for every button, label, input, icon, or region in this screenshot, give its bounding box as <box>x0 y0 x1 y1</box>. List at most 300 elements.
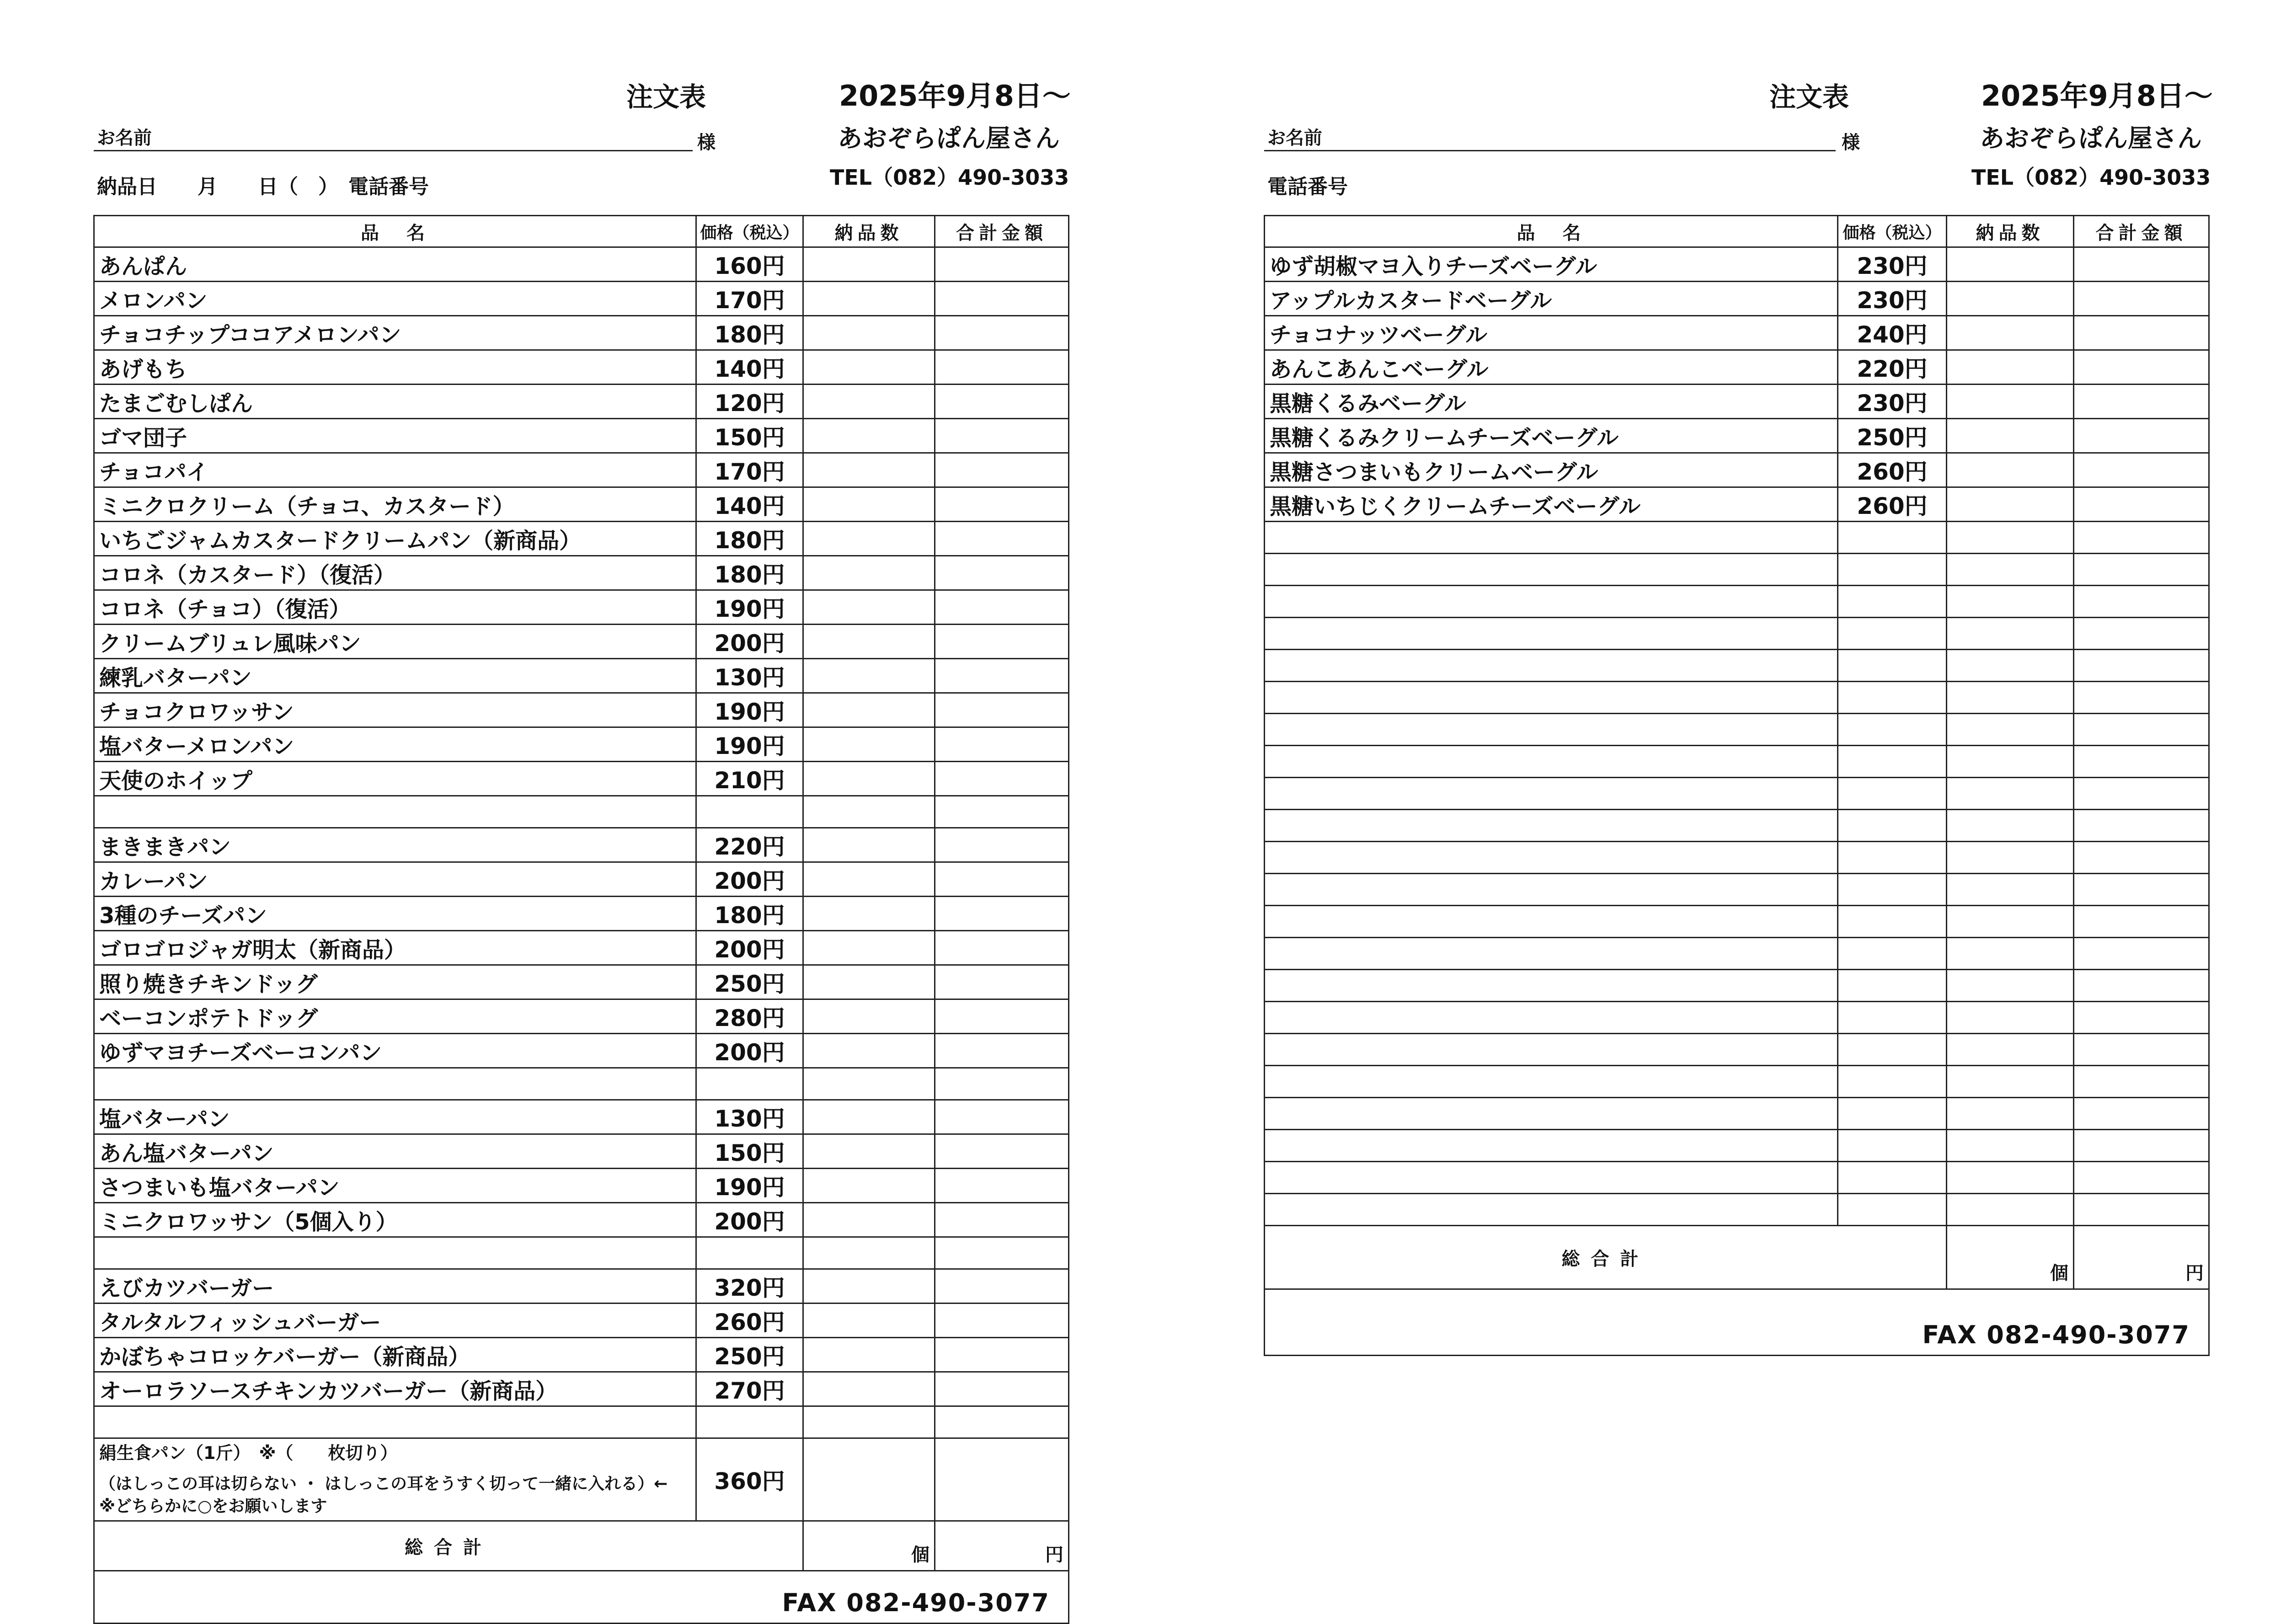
table-row <box>1265 1162 2209 1194</box>
item-price <box>696 796 803 828</box>
item-name <box>1265 1162 1838 1194</box>
item-name: 黒糖さつまいもクリームベーグル <box>1265 453 1838 487</box>
table-row <box>1265 350 2209 385</box>
amount-cell[interactable] <box>935 350 1069 385</box>
qty-cell[interactable] <box>803 862 935 897</box>
amount-cell[interactable] <box>935 999 1069 1034</box>
qty-cell[interactable] <box>1947 282 2074 316</box>
amount-cell[interactable] <box>2074 282 2209 316</box>
qty-cell[interactable] <box>1947 778 2074 810</box>
amount-cell[interactable] <box>2074 778 2209 810</box>
qty-cell[interactable] <box>1947 874 2074 906</box>
qty-cell[interactable] <box>1947 522 2074 554</box>
amount-cell[interactable] <box>935 727 1069 762</box>
left-special-line3: ※どちらかに○をお願いします <box>99 1496 327 1516</box>
item-price <box>1838 842 1947 874</box>
amount-cell[interactable] <box>935 1100 1069 1134</box>
right-total-qty[interactable] <box>1947 1226 2074 1289</box>
amount-cell[interactable] <box>2074 1162 2209 1194</box>
amount-cell[interactable] <box>2074 586 2209 618</box>
qty-cell[interactable] <box>803 965 935 999</box>
item-name: たまごむしぱん <box>94 385 696 419</box>
table-row <box>1265 1066 2209 1098</box>
item-price <box>1838 1162 1947 1194</box>
amount-cell[interactable] <box>935 453 1069 487</box>
left-header-row <box>94 216 1069 247</box>
item-name <box>94 1406 696 1438</box>
item-price <box>1838 874 1947 906</box>
qty-cell[interactable] <box>803 282 935 316</box>
qty-cell[interactable] <box>1947 810 2074 842</box>
item-price: 200円 <box>696 1034 803 1068</box>
item-price: 230円 <box>1838 385 1947 419</box>
table-row <box>94 1034 1069 1068</box>
qty-cell[interactable] <box>803 727 935 762</box>
item-name <box>1265 554 1838 586</box>
left-fax-row <box>94 1571 1069 1624</box>
item-price: 160円 <box>696 247 803 282</box>
item-price: 180円 <box>696 316 803 350</box>
item-price: 190円 <box>696 590 803 625</box>
right-header-qty: 納品数 <box>1947 216 2074 247</box>
qty-cell[interactable] <box>1947 1130 2074 1162</box>
item-name: まきまきパン <box>94 828 696 862</box>
qty-cell[interactable] <box>1947 1002 2074 1034</box>
item-name: いちごジャムカスタードクリームパン（新商品） <box>94 522 696 556</box>
left-special-amount[interactable] <box>935 1438 1069 1521</box>
qty-cell[interactable] <box>1947 350 2074 385</box>
left-special-qty[interactable] <box>803 1438 935 1521</box>
table-row <box>94 419 1069 453</box>
table-row <box>1265 618 2209 650</box>
item-price: 190円 <box>696 1169 803 1203</box>
table-row <box>1265 650 2209 682</box>
amount-cell[interactable] <box>935 965 1069 999</box>
table-row <box>94 590 1069 625</box>
item-name: 黒糖くるみクリームチーズベーグル <box>1265 419 1838 453</box>
qty-cell[interactable] <box>1947 1162 2074 1194</box>
qty-cell[interactable] <box>1947 247 2074 282</box>
table-row <box>94 522 1069 556</box>
amount-cell[interactable] <box>2074 1130 2209 1162</box>
table-row <box>94 1203 1069 1237</box>
item-name: ゆず胡椒マヨ入りチーズベーグル <box>1265 247 1838 282</box>
right-unit-yen: 円 <box>2185 1263 2204 1284</box>
amount-cell[interactable] <box>2074 247 2209 282</box>
item-name: オーロラソースチキンカツバーガー（新商品） <box>94 1372 696 1406</box>
item-price: 180円 <box>696 897 803 931</box>
amount-cell[interactable] <box>935 762 1069 796</box>
item-name: あげもち <box>94 350 696 385</box>
amount-cell[interactable] <box>2074 810 2209 842</box>
amount-cell[interactable] <box>2074 650 2209 682</box>
item-price: 190円 <box>696 727 803 762</box>
amount-cell[interactable] <box>2074 618 2209 650</box>
item-name: 練乳バターパン <box>94 659 696 693</box>
qty-cell[interactable] <box>1947 682 2074 714</box>
item-name <box>1265 842 1838 874</box>
table-row <box>94 247 1069 282</box>
amount-cell[interactable] <box>2074 1002 2209 1034</box>
qty-cell[interactable] <box>1947 970 2074 1002</box>
amount-cell[interactable] <box>2074 316 2209 350</box>
amount-cell[interactable] <box>935 1269 1069 1303</box>
qty-cell[interactable] <box>1947 1194 2074 1226</box>
amount-cell[interactable] <box>2074 682 2209 714</box>
amount-cell[interactable] <box>2074 1066 2209 1098</box>
amount-cell[interactable] <box>935 1338 1069 1372</box>
qty-cell[interactable] <box>803 1100 935 1134</box>
amount-cell[interactable] <box>935 1034 1069 1068</box>
table-row <box>1265 746 2209 778</box>
qty-cell[interactable] <box>1947 1066 2074 1098</box>
item-name <box>1265 1194 1838 1226</box>
qty-cell[interactable] <box>803 625 935 659</box>
item-price <box>1838 586 1947 618</box>
amount-cell[interactable] <box>935 625 1069 659</box>
amount-cell[interactable] <box>2074 938 2209 970</box>
item-price: 250円 <box>696 1338 803 1372</box>
item-price <box>1838 810 1947 842</box>
amount-cell[interactable] <box>935 1237 1069 1269</box>
right-total-label: 総合計 <box>1265 1226 1947 1289</box>
qty-cell[interactable] <box>803 247 935 282</box>
amount-cell[interactable] <box>935 385 1069 419</box>
item-name <box>1265 970 1838 1002</box>
left-header-price: 価格（税込） <box>696 216 803 247</box>
left-total-amount[interactable] <box>935 1521 1069 1571</box>
item-price: 270円 <box>696 1372 803 1406</box>
qty-cell[interactable] <box>1947 714 2074 746</box>
item-name: チョコチップココアメロンパン <box>94 316 696 350</box>
item-name: クリームブリュレ風味パン <box>94 625 696 659</box>
item-price: 230円 <box>1838 282 1947 316</box>
qty-cell[interactable] <box>803 1068 935 1100</box>
left-name-field[interactable] <box>94 150 693 151</box>
table-row <box>1265 316 2209 350</box>
qty-cell[interactable] <box>803 796 935 828</box>
amount-cell[interactable] <box>2074 419 2209 453</box>
left-total-label: 総合計 <box>94 1521 803 1571</box>
table-row <box>94 556 1069 590</box>
amount-cell[interactable] <box>935 1068 1069 1100</box>
amount-cell[interactable] <box>935 862 1069 897</box>
qty-cell[interactable] <box>803 1372 935 1406</box>
item-price: 260円 <box>1838 453 1947 487</box>
amount-cell[interactable] <box>935 556 1069 590</box>
left-title: 注文表 <box>626 81 706 112</box>
item-price: 210円 <box>696 762 803 796</box>
amount-cell[interactable] <box>935 1134 1069 1169</box>
item-name: コロネ（カスタード）（復活） <box>94 556 696 590</box>
left-sama: 様 <box>697 132 716 153</box>
amount-cell[interactable] <box>935 247 1069 282</box>
qty-cell[interactable] <box>1947 316 2074 350</box>
table-row <box>94 1303 1069 1338</box>
right-name-field[interactable] <box>1264 150 1836 151</box>
qty-cell[interactable] <box>803 1134 935 1169</box>
qty-cell[interactable] <box>803 1269 935 1303</box>
item-name: 天使のホイップ <box>94 762 696 796</box>
qty-cell[interactable] <box>803 385 935 419</box>
item-name <box>1265 746 1838 778</box>
amount-cell[interactable] <box>2074 874 2209 906</box>
right-header-name: 品 名 <box>1265 216 1838 247</box>
left-unit-pieces: 個 <box>911 1544 929 1566</box>
left-special-line1: 絹生食パン（1斤） ※（ 枚切り） <box>99 1443 398 1463</box>
right-total-amount[interactable] <box>2074 1226 2209 1289</box>
qty-cell[interactable] <box>1947 618 2074 650</box>
table-row <box>94 1372 1069 1406</box>
table-row <box>94 316 1069 350</box>
left-header-name: 品 名 <box>94 216 696 247</box>
item-name: ゴロゴロジャガ明太（新商品） <box>94 931 696 965</box>
qty-cell[interactable] <box>1947 554 2074 586</box>
amount-cell[interactable] <box>2074 746 2209 778</box>
table-row <box>94 727 1069 762</box>
item-name: 黒糖くるみベーグル <box>1265 385 1838 419</box>
item-name <box>1265 682 1838 714</box>
qty-cell[interactable] <box>803 419 935 453</box>
item-price <box>1838 1098 1947 1130</box>
item-name <box>1265 906 1838 938</box>
table-row <box>94 1169 1069 1203</box>
amount-cell[interactable] <box>2074 385 2209 419</box>
table-row <box>94 350 1069 385</box>
qty-cell[interactable] <box>1947 453 2074 487</box>
qty-cell[interactable] <box>803 590 935 625</box>
table-row <box>1265 453 2209 487</box>
item-price <box>696 1237 803 1269</box>
amount-cell[interactable] <box>2074 1034 2209 1066</box>
table-row <box>94 965 1069 999</box>
table-row <box>94 1406 1069 1438</box>
item-price: 140円 <box>696 350 803 385</box>
item-price: 140円 <box>696 487 803 522</box>
amount-cell[interactable] <box>935 1372 1069 1406</box>
amount-cell[interactable] <box>2074 350 2209 385</box>
amount-cell[interactable] <box>935 419 1069 453</box>
left-name-label: お名前 <box>97 128 152 149</box>
amount-cell[interactable] <box>2074 453 2209 487</box>
left-total-row <box>94 1521 1069 1571</box>
amount-cell[interactable] <box>2074 906 2209 938</box>
item-price <box>1838 1130 1947 1162</box>
qty-cell[interactable] <box>1947 842 2074 874</box>
amount-cell[interactable] <box>935 590 1069 625</box>
item-price: 200円 <box>696 625 803 659</box>
item-name <box>1265 1098 1838 1130</box>
left-total-qty[interactable] <box>803 1521 935 1571</box>
amount-cell[interactable] <box>935 659 1069 693</box>
amount-cell[interactable] <box>935 897 1069 931</box>
table-row <box>94 1237 1069 1269</box>
qty-cell[interactable] <box>1947 746 2074 778</box>
item-name: コロネ（チョコ）（復活） <box>94 590 696 625</box>
qty-cell[interactable] <box>1947 419 2074 453</box>
table-row <box>1265 874 2209 906</box>
qty-cell[interactable] <box>803 1303 935 1338</box>
amount-cell[interactable] <box>935 282 1069 316</box>
table-row <box>1265 522 2209 554</box>
amount-cell[interactable] <box>935 1303 1069 1338</box>
item-price <box>1838 906 1947 938</box>
amount-cell[interactable] <box>2074 1194 2209 1226</box>
qty-cell[interactable] <box>1947 650 2074 682</box>
item-name: 3種のチーズパン <box>94 897 696 931</box>
amount-cell[interactable] <box>2074 970 2209 1002</box>
right-fax-row <box>1265 1289 2209 1356</box>
amount-cell[interactable] <box>935 931 1069 965</box>
item-price: 200円 <box>696 862 803 897</box>
amount-cell[interactable] <box>935 1406 1069 1438</box>
right-tel: TEL（082）490-3033 <box>1971 165 2211 190</box>
item-name <box>1265 1130 1838 1162</box>
qty-cell[interactable] <box>1947 906 2074 938</box>
qty-cell[interactable] <box>1947 1098 2074 1130</box>
qty-cell[interactable] <box>803 1338 935 1372</box>
item-price <box>1838 938 1947 970</box>
left-shop-name: あおぞらぱん屋さん <box>838 124 1060 153</box>
table-row <box>1265 778 2209 810</box>
item-price: 200円 <box>696 1203 803 1237</box>
item-price: 220円 <box>1838 350 1947 385</box>
right-name-label: お名前 <box>1267 128 1322 149</box>
item-price: 130円 <box>696 1100 803 1134</box>
item-name <box>1265 874 1838 906</box>
table-row <box>1265 247 2209 282</box>
qty-cell[interactable] <box>1947 385 2074 419</box>
amount-cell[interactable] <box>2074 522 2209 554</box>
qty-cell[interactable] <box>803 828 935 862</box>
table-row <box>94 385 1069 419</box>
qty-cell[interactable] <box>1947 586 2074 618</box>
qty-cell[interactable] <box>1947 1034 2074 1066</box>
qty-cell[interactable] <box>803 316 935 350</box>
item-name: あんぱん <box>94 247 696 282</box>
item-price <box>1838 618 1947 650</box>
right-phone-label: 電話番号 <box>1267 175 1348 198</box>
item-name: えびカツバーガー <box>94 1269 696 1303</box>
amount-cell[interactable] <box>935 316 1069 350</box>
left-delivery-line: 納品日 月 日（ ） 電話番号 <box>97 175 429 198</box>
item-price <box>1838 1034 1947 1066</box>
item-name: 塩バターパン <box>94 1100 696 1134</box>
item-price <box>1838 746 1947 778</box>
table-row <box>94 625 1069 659</box>
table-row <box>1265 1130 2209 1162</box>
left-unit-yen: 円 <box>1045 1544 1063 1566</box>
table-row <box>94 828 1069 862</box>
item-name: ミニクロワッサン（5個入り） <box>94 1203 696 1237</box>
left-order-table <box>93 215 1069 1624</box>
qty-cell[interactable] <box>803 693 935 727</box>
qty-cell[interactable] <box>803 999 935 1034</box>
amount-cell[interactable] <box>935 487 1069 522</box>
table-row <box>1265 1034 2209 1066</box>
item-price: 150円 <box>696 419 803 453</box>
item-price: 170円 <box>696 453 803 487</box>
amount-cell[interactable] <box>935 1203 1069 1237</box>
table-row <box>94 1134 1069 1169</box>
table-row <box>94 862 1069 897</box>
item-price: 320円 <box>696 1269 803 1303</box>
item-name: かぼちゃコロッケバーガー（新商品） <box>94 1338 696 1372</box>
left-header-amount: 合計金額 <box>935 216 1069 247</box>
item-name <box>1265 714 1838 746</box>
left-header-qty: 納品数 <box>803 216 935 247</box>
item-price <box>1838 1066 1947 1098</box>
qty-cell[interactable] <box>803 522 935 556</box>
qty-cell[interactable] <box>803 1237 935 1269</box>
table-row <box>1265 419 2209 453</box>
table-row <box>1265 810 2209 842</box>
qty-cell[interactable] <box>803 556 935 590</box>
amount-cell[interactable] <box>2074 1098 2209 1130</box>
table-row <box>1265 842 2209 874</box>
amount-cell[interactable] <box>2074 842 2209 874</box>
amount-cell[interactable] <box>935 693 1069 727</box>
left-date: 2025年9月8日～ <box>839 79 1071 112</box>
right-header-amount: 合計金額 <box>2074 216 2209 247</box>
table-row <box>94 1338 1069 1372</box>
qty-cell[interactable] <box>803 931 935 965</box>
amount-cell[interactable] <box>2074 554 2209 586</box>
qty-cell[interactable] <box>803 350 935 385</box>
qty-cell[interactable] <box>803 762 935 796</box>
amount-cell[interactable] <box>935 796 1069 828</box>
table-row <box>94 1068 1069 1100</box>
qty-cell[interactable] <box>803 453 935 487</box>
amount-cell[interactable] <box>2074 487 2209 522</box>
right-unit-pieces: 個 <box>2050 1263 2068 1284</box>
qty-cell[interactable] <box>803 659 935 693</box>
item-name: ミニクロクリーム（チョコ、カスタード） <box>94 487 696 522</box>
table-row <box>94 931 1069 965</box>
table-row <box>1265 1098 2209 1130</box>
qty-cell[interactable] <box>803 897 935 931</box>
amount-cell[interactable] <box>935 522 1069 556</box>
qty-cell[interactable] <box>803 1406 935 1438</box>
left-special-item <box>94 1438 696 1521</box>
item-price: 280円 <box>696 999 803 1034</box>
qty-cell[interactable] <box>1947 487 2074 522</box>
item-name: さつまいも塩バターパン <box>94 1169 696 1203</box>
item-name <box>1265 778 1838 810</box>
amount-cell[interactable] <box>2074 714 2209 746</box>
qty-cell[interactable] <box>803 487 935 522</box>
item-name <box>1265 650 1838 682</box>
right-total-row <box>1265 1226 2209 1289</box>
item-name: チョコクロワッサン <box>94 693 696 727</box>
item-name <box>94 1237 696 1269</box>
item-name: タルタルフィッシュバーガー <box>94 1303 696 1338</box>
item-name: 黒糖いちじくクリームチーズベーグル <box>1265 487 1838 522</box>
amount-cell[interactable] <box>935 828 1069 862</box>
qty-cell[interactable] <box>803 1169 935 1203</box>
item-price <box>696 1068 803 1100</box>
item-price: 250円 <box>696 965 803 999</box>
amount-cell[interactable] <box>935 1169 1069 1203</box>
qty-cell[interactable] <box>803 1034 935 1068</box>
item-price <box>1838 1002 1947 1034</box>
left-special-row <box>94 1438 1069 1521</box>
qty-cell[interactable] <box>1947 938 2074 970</box>
item-name: カレーパン <box>94 862 696 897</box>
left-tel: TEL（082）490-3033 <box>830 165 1069 190</box>
qty-cell[interactable] <box>803 1203 935 1237</box>
item-price <box>1838 778 1947 810</box>
